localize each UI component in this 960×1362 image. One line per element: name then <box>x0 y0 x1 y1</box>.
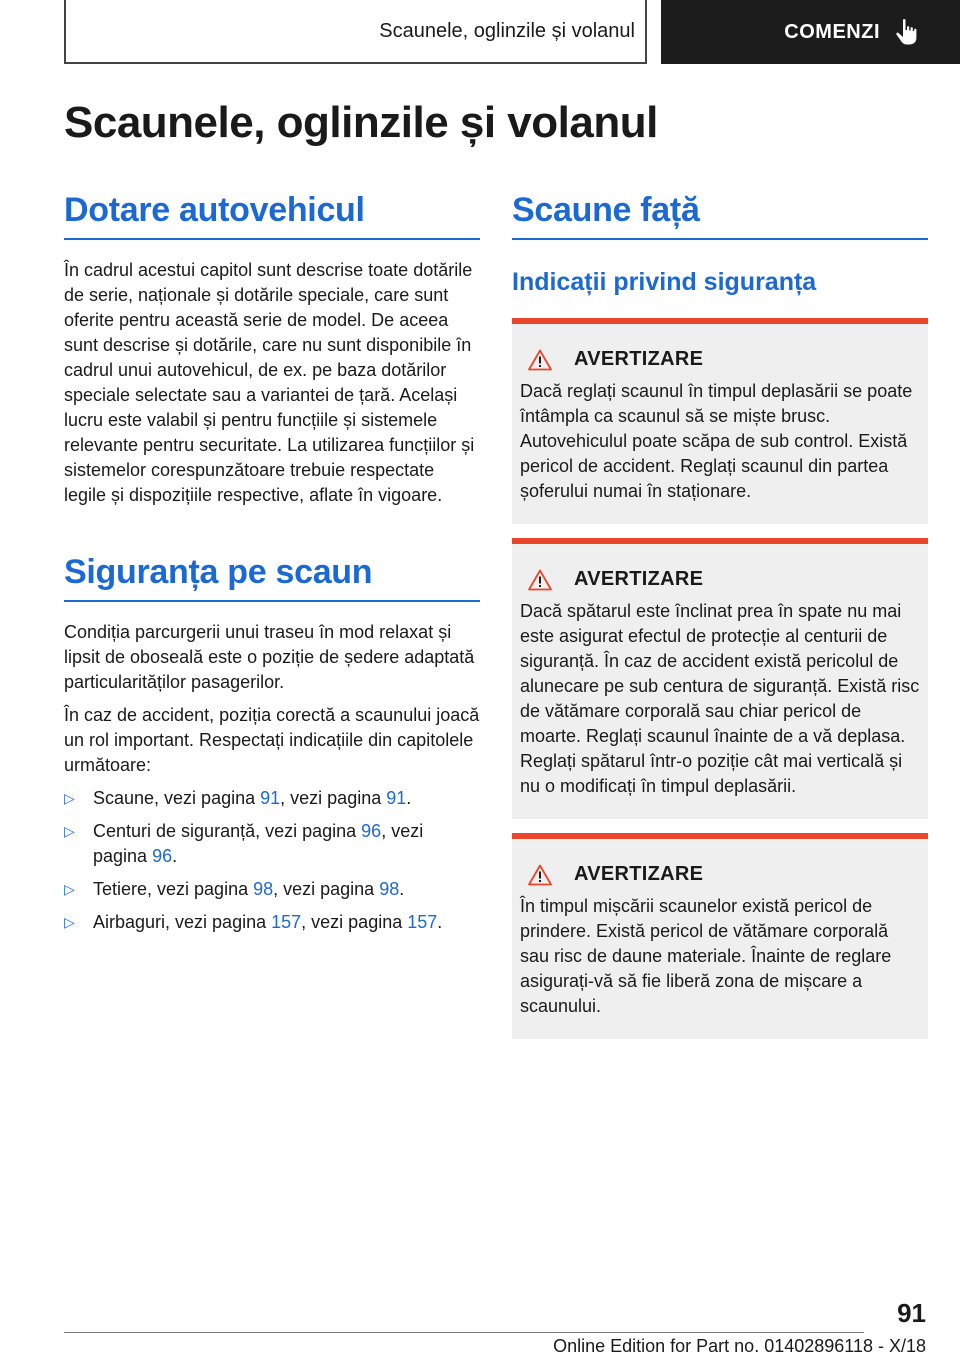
section-tab[interactable] <box>64 0 647 64</box>
ref-text: , vezi pagina <box>273 879 380 899</box>
list-item <box>64 819 480 869</box>
page-link[interactable]: 96 <box>361 821 382 841</box>
heading-siguranta-pe-scaun: Siguranța pe scaun <box>64 552 480 602</box>
warning-header <box>528 863 920 886</box>
page-link[interactable]: 98 <box>379 879 400 899</box>
warning-box <box>512 538 928 819</box>
heading-scaune-fata: Scaune față <box>512 190 928 240</box>
ref-text: . <box>437 912 443 932</box>
right-column <box>512 190 928 1039</box>
page-link[interactable]: 157 <box>407 912 438 932</box>
paragraph-siguranta-1: Condiția parcurgerii unui traseu în mod relaxat și lipsit de oboseală este o poziție de ședere adaptată particularităților pasagerilor. <box>64 622 475 692</box>
chapter-tab[interactable] <box>661 0 960 64</box>
ref-text: Centuri de siguranță, vezi pagina <box>93 821 362 841</box>
page-link[interactable]: 96 <box>152 846 173 866</box>
ref-text: , vezi pagina <box>280 788 387 808</box>
page-link[interactable]: 157 <box>271 912 302 932</box>
ref-text: . <box>399 879 405 899</box>
bullet-triangle-icon: ▷ <box>64 790 75 806</box>
heading-indicatii-siguranta: Indicații privind siguranța <box>512 268 817 296</box>
ref-text: , vezi pagina <box>301 912 408 932</box>
warning-box <box>512 833 928 1039</box>
chapter-tab-label: COMENZI <box>784 20 880 43</box>
warning-header <box>528 568 920 591</box>
paragraph-siguranta-2: În caz de accident, poziția corectă a scaunului joacă un rol important. Respectați indicațiile din capitolele următoare: <box>64 705 480 775</box>
warning-text: În timpul mișcării scaunelor există pericol de prindere. Există pericol de vătămare corporală sau risc de daune materiale. Înainte de reglare asigurați-vă să fie liberă zona de mișcare a scaunului. <box>520 896 892 1016</box>
bullet-triangle-icon: ▷ <box>64 914 75 930</box>
warning-text: Dacă reglați scaunul în timpul deplasării se poate întâmpla ca scaunul să se miște brusc. Autovehiculul poate scăpa de sub control. Există pericol de accident. Reglați scaunul din partea șoferului numai în staționare. <box>520 381 913 501</box>
warning-triangle-icon <box>528 864 552 886</box>
paragraph-dotare: În cadrul acestui capitol sunt descrise toate dotările de serie, naționale și dotările speciale, care sunt oferite pentru această serie de model. De aceea sunt descrise și dotările, care nu sunt disponibile în cadrul unui autovehicul, de ex. pe baza dotărilor speciale selectate sau a variantei de țară. Același lucru este valabil și pentru funcțiile și sistemele relevante pentru securitate. La utilizarea funcțiilor și sistemelor corespunzătoare trebuie respectate legile și dispozițiile respective, aflate în vigoare. <box>64 260 475 505</box>
page-link[interactable]: 91 <box>260 788 281 808</box>
warning-triangle-icon <box>528 569 552 591</box>
warning-title: AVERTIZARE <box>574 568 704 590</box>
reference-list <box>64 786 480 935</box>
hand-pointer-icon <box>894 18 920 46</box>
warning-title: AVERTIZARE <box>574 863 704 885</box>
ref-text: . <box>406 788 412 808</box>
warning-triangle-icon <box>528 349 552 371</box>
page-link[interactable]: 98 <box>253 879 274 899</box>
bullet-triangle-icon: ▷ <box>64 881 75 897</box>
warning-text: Dacă spătarul este înclinat prea în spate nu mai este asigurat efectul de protecție al centurii de siguranță. În caz de accident există pericolul de alunecare pe sub centura de siguranță. Există risc de vătămare corporală sau chiar pericol de moarte. Reglați scaunul înainte de a vă deplasa. Reglați spătarul într-o poziție cât mai verticală și nu o modificați în timpul deplasării. <box>520 601 920 796</box>
footer-divider <box>64 1332 864 1333</box>
page-title: Scaunele, oglinzile și volanul <box>64 98 658 147</box>
ref-text: Scaune, vezi pagina <box>93 788 261 808</box>
ref-text: . <box>172 846 178 866</box>
list-item <box>64 877 480 902</box>
heading-dotare-autovehicul: Dotare autovehicul <box>64 190 480 240</box>
ref-text: Tetiere, vezi pagina <box>93 879 254 899</box>
page-link[interactable]: 91 <box>386 788 407 808</box>
section-tab-label: Scaunele, oglinzile și volanul <box>379 19 635 42</box>
bullet-triangle-icon: ▷ <box>64 823 75 839</box>
warning-title: AVERTIZARE <box>574 348 704 370</box>
list-item <box>64 786 480 811</box>
warning-header <box>528 348 920 371</box>
ref-text: , vezi pagina <box>93 821 424 866</box>
left-column <box>64 190 480 943</box>
list-item <box>64 910 480 935</box>
warning-box <box>512 318 928 524</box>
ref-text: Airbaguri, vezi pagina <box>93 912 272 932</box>
page-number: 91 <box>897 1298 926 1328</box>
footer-edition: Online Edition for Part no. 01402896118 - X/18 <box>553 1336 926 1356</box>
